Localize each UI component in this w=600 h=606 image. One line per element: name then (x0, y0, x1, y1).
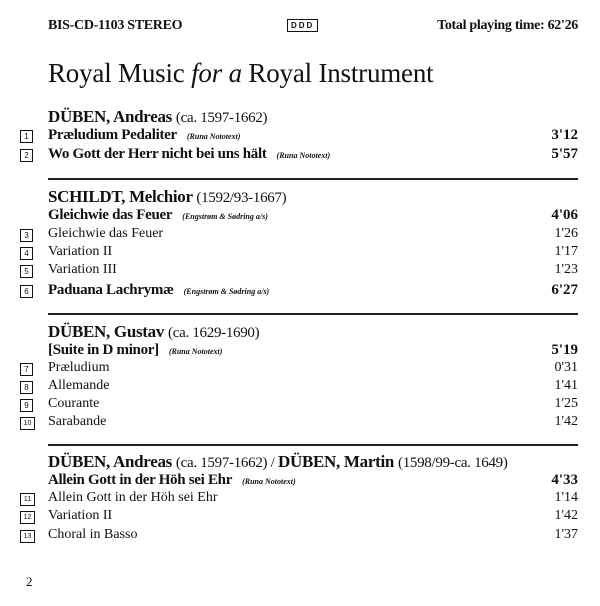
track-title (48, 378, 109, 394)
track-name: Wo Gott der Herr nicht bei uns hält (48, 146, 267, 162)
track-number-box: 7 (20, 363, 33, 376)
section-divider (48, 313, 578, 315)
composer-name: SCHILDT, Melchior (48, 187, 193, 206)
album-title (48, 58, 433, 89)
publisher: (Engstrøm & Sødring a/s) (183, 287, 270, 296)
title-part: Royal Music (48, 58, 192, 88)
track-title (48, 490, 218, 506)
track-row (20, 490, 578, 508)
composer-dates: (ca. 1597-1662) (175, 110, 268, 126)
track-number-box: 2 (20, 149, 33, 162)
composer-dates: (ca. 1629-1690) (168, 325, 260, 341)
track-row (20, 396, 578, 414)
composer-name: DÜBEN, Andreas (48, 107, 172, 126)
track-number-box: 13 (20, 530, 35, 543)
track-duration: 1'42 (554, 414, 578, 429)
track-duration: 4'06 (551, 207, 578, 223)
track-title (48, 127, 240, 144)
track-row (20, 226, 578, 244)
title-italic: for a (191, 58, 242, 88)
track-duration: 1'23 (554, 262, 578, 277)
track-title (48, 226, 163, 242)
track-row (20, 472, 578, 490)
publisher: (Runa Nototext) (242, 477, 296, 486)
composer-heading (48, 107, 267, 127)
track-row (20, 262, 578, 280)
track-title (48, 244, 112, 260)
track-name: Præludium Pedaliter (48, 127, 177, 143)
track-title (48, 342, 222, 359)
composer-name: DÜBEN, Andreas (48, 452, 172, 471)
composer-dates: (1598/99-ca. 1649) (398, 455, 508, 471)
composer-name: DÜBEN, Martin (278, 452, 395, 471)
track-row (20, 282, 578, 300)
track-row (20, 127, 578, 145)
composer-dates: (1592/93-1667) (196, 190, 287, 206)
track-duration: 1'14 (554, 490, 578, 505)
track-name: Allein Gott in der Höh sei Ehr (48, 472, 233, 488)
track-name: Variation III (48, 262, 117, 277)
composer-name: DÜBEN, Gustav (48, 322, 165, 341)
composer-heading (48, 452, 508, 472)
track-name: Choral in Basso (48, 527, 138, 542)
track-title (48, 472, 296, 489)
track-row (20, 360, 578, 378)
track-number-box: 12 (20, 511, 35, 524)
track-number-box: 3 (20, 229, 33, 242)
track-row (20, 414, 578, 432)
publisher: (Runa Nototext) (168, 347, 223, 356)
track-duration: 5'57 (551, 146, 578, 162)
track-name: Allein Gott in der Höh sei Ehr (48, 490, 218, 505)
track-name: Variation II (48, 508, 113, 523)
track-duration: 4'33 (551, 472, 578, 488)
track-number-box: 5 (20, 265, 33, 278)
catalog-number: BIS-CD-1103 STEREO (48, 18, 183, 33)
track-duration: 1'42 (554, 508, 578, 523)
track-title (48, 207, 268, 224)
track-name: Allemande (48, 378, 110, 393)
section-divider (48, 178, 578, 180)
track-title (48, 360, 109, 376)
track-row (20, 378, 578, 396)
track-title (48, 527, 137, 543)
track-name: Gleichwie das Feuer (48, 207, 173, 223)
track-duration: 1'17 (554, 244, 578, 259)
track-name: Gleichwie das Feuer (48, 226, 164, 241)
composer-heading (48, 322, 259, 342)
track-title (48, 508, 112, 524)
page-number: 2 (26, 574, 33, 589)
track-duration: 3'12 (551, 127, 578, 143)
track-duration: 6'27 (551, 282, 578, 298)
title-part: Royal Instrument (241, 58, 434, 88)
ddd-badge: DDD (287, 19, 318, 32)
total-playing-time: Total playing time: 62'26 (437, 18, 578, 33)
track-number-box: 4 (20, 247, 33, 260)
track-number-box: 9 (20, 399, 33, 412)
track-row (20, 508, 578, 526)
track-row (20, 527, 578, 545)
track-number-box: 10 (20, 417, 35, 430)
track-number-box: 6 (20, 285, 33, 298)
track-number-box: 11 (20, 493, 35, 506)
track-title (48, 282, 269, 299)
publisher: (Engstrøm & Sødring a/s) (182, 212, 268, 221)
track-name: Sarabande (48, 414, 107, 429)
track-title (48, 262, 117, 278)
publisher: (Runa Nototext) (186, 132, 241, 141)
track-number-box: 8 (20, 381, 33, 394)
track-duration: 1'25 (554, 396, 578, 411)
track-duration: 1'26 (554, 226, 578, 241)
section-divider (48, 444, 578, 446)
track-duration: 5'19 (551, 342, 578, 358)
publisher: (Runa Nototext) (276, 151, 331, 160)
track-duration: 1'37 (554, 527, 578, 542)
track-title (48, 146, 330, 163)
track-title (48, 414, 106, 430)
track-number-box: 1 (20, 130, 33, 143)
track-row (20, 207, 578, 225)
track-title (48, 396, 99, 412)
track-name: Variation II (48, 244, 113, 259)
composer-dates: (ca. 1597-1662) / (175, 455, 278, 471)
track-name: Præludium (48, 360, 110, 375)
track-row (20, 146, 578, 164)
track-name: Paduana Lachrymæ (48, 282, 174, 298)
track-row (20, 342, 578, 360)
composer-heading (48, 187, 286, 207)
track-duration: 1'41 (554, 378, 578, 393)
track-name: Courante (48, 396, 100, 411)
track-name: [Suite in D minor] (48, 342, 159, 358)
track-row (20, 244, 578, 262)
track-duration: 0'31 (554, 360, 578, 375)
